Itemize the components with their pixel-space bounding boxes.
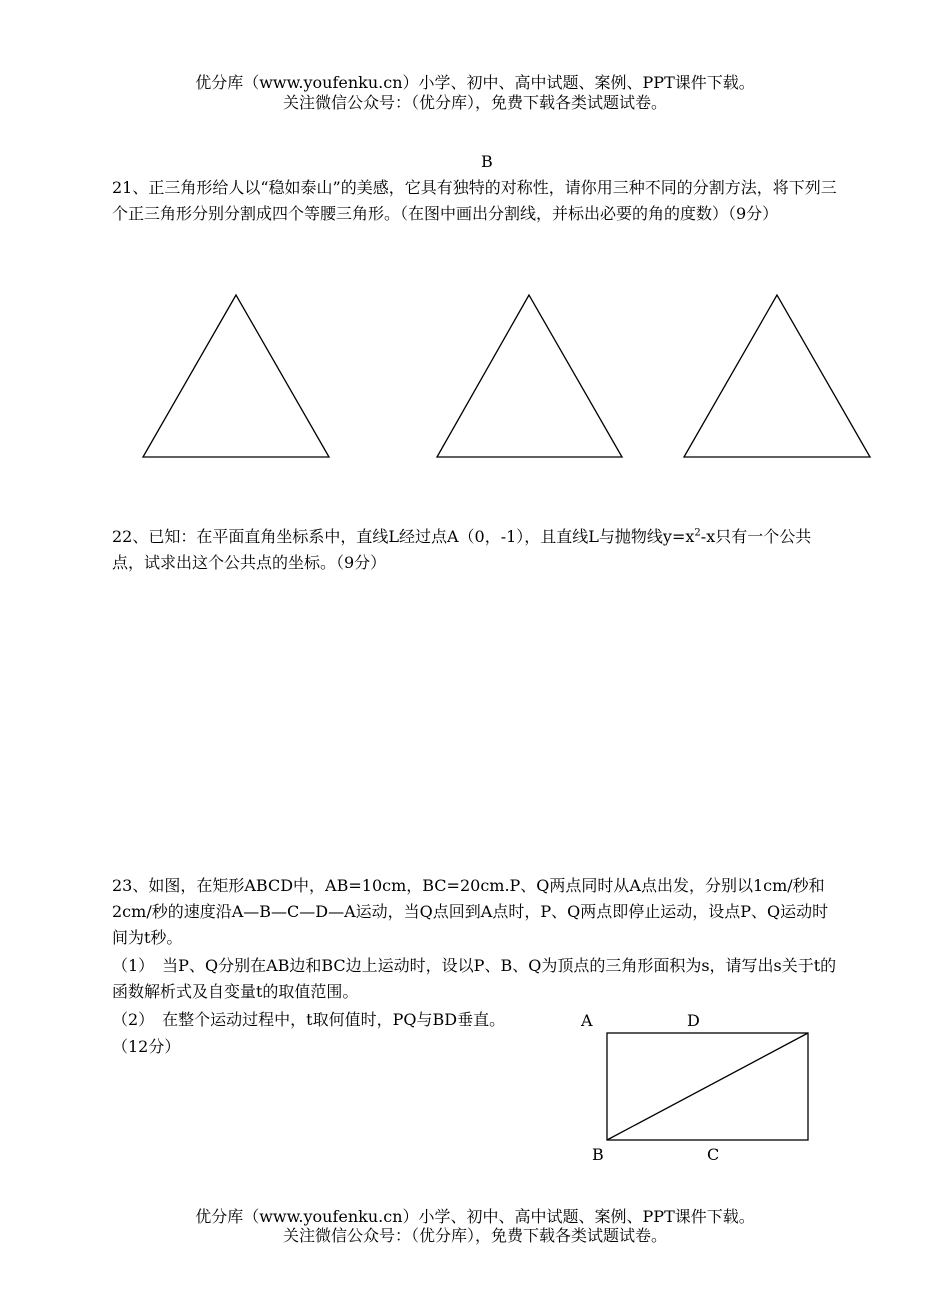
question-22-text-part2: -x只有一个公共点，试求出这个公共点的坐标。（9分） <box>112 527 812 572</box>
vertex-label-c: C <box>707 1145 720 1164</box>
header-line-2: 关注微信公众号：（优分库），免费下载各类试题试卷。 <box>282 93 667 112</box>
vertex-label-d: D <box>687 1011 700 1030</box>
question-23-part-1: （1） 当P、Q分别在AB边和BC边上运动时，设以P、B、Q为顶点的三角形面积为s，请写出s关于t的函数解析式及自变量t的取值范围。 <box>112 956 837 1001</box>
question-21-text: 21、正三角形给人以“稳如泰山”的美感，它具有独特的对称性，请你用三种不同的分割方法，将下列三个正三角形分别分割成四个等腰三角形。（在图中画出分割线，并标出必要的角的度数）（9分） <box>112 178 837 223</box>
question-23-score: （12分） <box>112 1037 181 1056</box>
question-22-superscript: 2 <box>694 527 701 539</box>
question-22-text-part1: 22、已知：在平面直角坐标系中，直线L经过点A（0，-1），且直线L与抛物线y=x <box>112 527 695 546</box>
footer-line-2: 关注微信公众号：（优分库），免费下载各类试题试卷。 <box>282 1226 667 1245</box>
header-line-1: 优分库（www.youfenku.cn）小学、初中、高中试题、案例、PPT课件下载。 <box>195 73 755 92</box>
vertex-label-b: B <box>592 1145 604 1164</box>
vertex-label-a: A <box>581 1011 593 1030</box>
question-23-intro: 23、如图，在矩形ABCD中，AB=10cm，BC=20cm.P、Q两点同时从A点出发，分别以1cm/秒和2cm/秒的速度沿A—B—C—D—A运动，当Q点回到A点时，P、Q两点即停止运动，设点P、Q运动时间为t秒。 <box>112 876 829 947</box>
footer-line-1: 优分库（www.youfenku.cn）小学、初中、高中试题、案例、PPT课件下载。 <box>195 1207 755 1226</box>
diagonal-bd <box>607 1033 808 1140</box>
question-23-part-2: （2） 在整个运动过程中，t取何值时，PQ与BD垂直。 <box>112 1010 506 1029</box>
stray-label-b: B <box>481 152 493 171</box>
